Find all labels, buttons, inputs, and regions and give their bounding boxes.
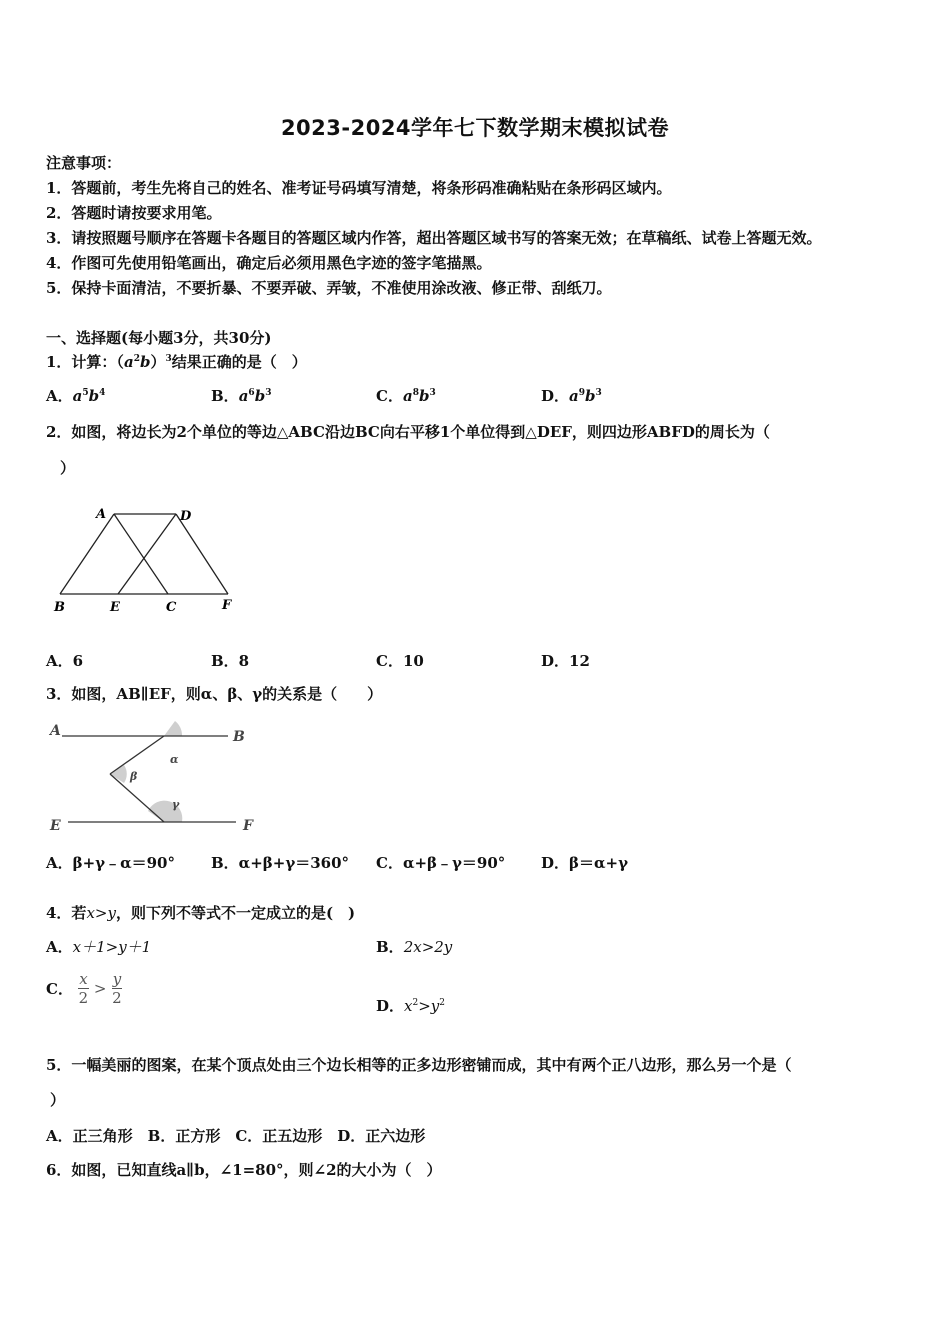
q4-option-c[interactable]: C． $\frac{x}{2}$ > $\frac{y}{2}$	[46, 970, 122, 1007]
question-6: 6．如图，已知直线a∥b，∠1=80°，则∠2的大小为（ ）	[46, 1161, 442, 1179]
q1-outer-exp: 3	[165, 354, 172, 364]
q1-a-exp: 2	[133, 354, 140, 364]
notice-item: 2．答题时请按要求用笔。	[46, 204, 222, 222]
q3-label-a: A	[50, 723, 61, 739]
q3-label-alpha: α	[170, 753, 179, 766]
question-2-end: ）	[60, 459, 76, 477]
q2-label-b: B	[54, 600, 65, 615]
q2-label-c: C	[166, 600, 177, 615]
q2-option-b[interactable]: B．8	[211, 652, 250, 670]
q2-option-c[interactable]: C．10	[376, 652, 424, 670]
q3-option-d[interactable]: D．β＝α+γ	[541, 854, 628, 872]
question-3: 3．如图，AB∥EF，则α、β、γ的关系是（ ）	[46, 685, 383, 703]
notice-item: 4．作图可先使用铅笔画出，确定后必须用黑色字迹的签字笔描黑。	[46, 254, 492, 272]
q1-option-c[interactable]: C．$a^8b^3$	[376, 387, 436, 405]
question-5: 5．一幅美丽的图案，在某个顶点处由三个边长相等的正多边形密铺而成，其中有两个正八边形，那么另一个是（	[46, 1056, 792, 1074]
question-1	[46, 351, 307, 372]
q3-option-c[interactable]: C．α+β﹣γ＝90°	[376, 854, 506, 872]
q2-figure	[46, 504, 246, 616]
q1-option-a[interactable]: A．$a^5b^4$	[46, 387, 106, 405]
q2-label-e: E	[110, 600, 120, 615]
notice-item: 3．请按照题号顺序在答题卡各题目的答题区域内作答，超出答题区域书写的答案无效；在草稿纸、试卷上答题无效。	[46, 229, 822, 247]
q3-option-a[interactable]: A．β+γ﹣α＝90°	[46, 854, 175, 872]
q1-b: b	[139, 353, 151, 371]
q1-prefix: 1．计算：（	[46, 353, 124, 371]
notice-heading: 注意事项：	[46, 154, 122, 172]
q2-option-a[interactable]: A．6	[46, 652, 84, 670]
q4-option-d[interactable]: D．$x^2>y^2$	[376, 997, 446, 1015]
q3-label-e: E	[50, 818, 61, 834]
q2-label-d: D	[180, 509, 192, 524]
q1-suffix: 结果正确的是（ ）	[171, 353, 307, 371]
q1-option-d[interactable]: D．$a^9b^3$	[541, 387, 602, 405]
q4-option-a[interactable]: A．x＋1>y＋1	[46, 938, 152, 956]
question-2: 2．如图，将边长为2个单位的等边△ABC沿边BC向右平移1个单位得到△DEF，则四边形ABFD的周长为（	[46, 423, 770, 441]
q2-label-f: F	[222, 598, 232, 613]
q5-options[interactable]: A．正三角形 B．正方形 C．正五边形 D．正六边形	[46, 1127, 426, 1145]
question-4: 4．若x>y，则下列不等式不一定成立的是( )	[46, 904, 356, 922]
question-5-end: ）	[50, 1091, 66, 1109]
q4-option-b[interactable]: B．2x>2y	[376, 938, 453, 956]
q1-option-b[interactable]: B．$a^6b^3$	[211, 387, 272, 405]
q2-label-a: A	[96, 507, 107, 522]
q4-condition: x>y	[86, 904, 116, 922]
notice-item: 5．保持卡面清洁，不要折暴、不要弄破、弄皱，不准使用涂改液、修正带、刮纸刀。	[46, 279, 612, 297]
q4-fraction-x: $\frac{x}{2}$	[78, 970, 89, 1007]
q4-fraction-y: $\frac{y}{2}$	[112, 970, 122, 1007]
q2-option-d[interactable]: D．12	[541, 652, 590, 670]
q3-label-f: F	[243, 818, 253, 834]
section-heading: 一、选择题(每小题3分，共30分)	[46, 329, 272, 347]
q3-label-beta: β	[130, 770, 138, 783]
q3-option-b[interactable]: B．α+β+γ＝360°	[211, 854, 350, 872]
notice-item: 1．答题前，考生先将自己的姓名、准考证号码填写清楚，将条形码准确粘贴在条形码区域内。	[46, 179, 672, 197]
q3-label-gamma: γ	[172, 798, 180, 811]
q1-close: ）	[150, 353, 166, 371]
q3-label-b: B	[233, 729, 245, 745]
page-title: 2023-2024学年七下数学期末模拟试卷	[280, 116, 670, 140]
q1-a: a	[123, 353, 134, 371]
q3-figure	[46, 718, 266, 834]
